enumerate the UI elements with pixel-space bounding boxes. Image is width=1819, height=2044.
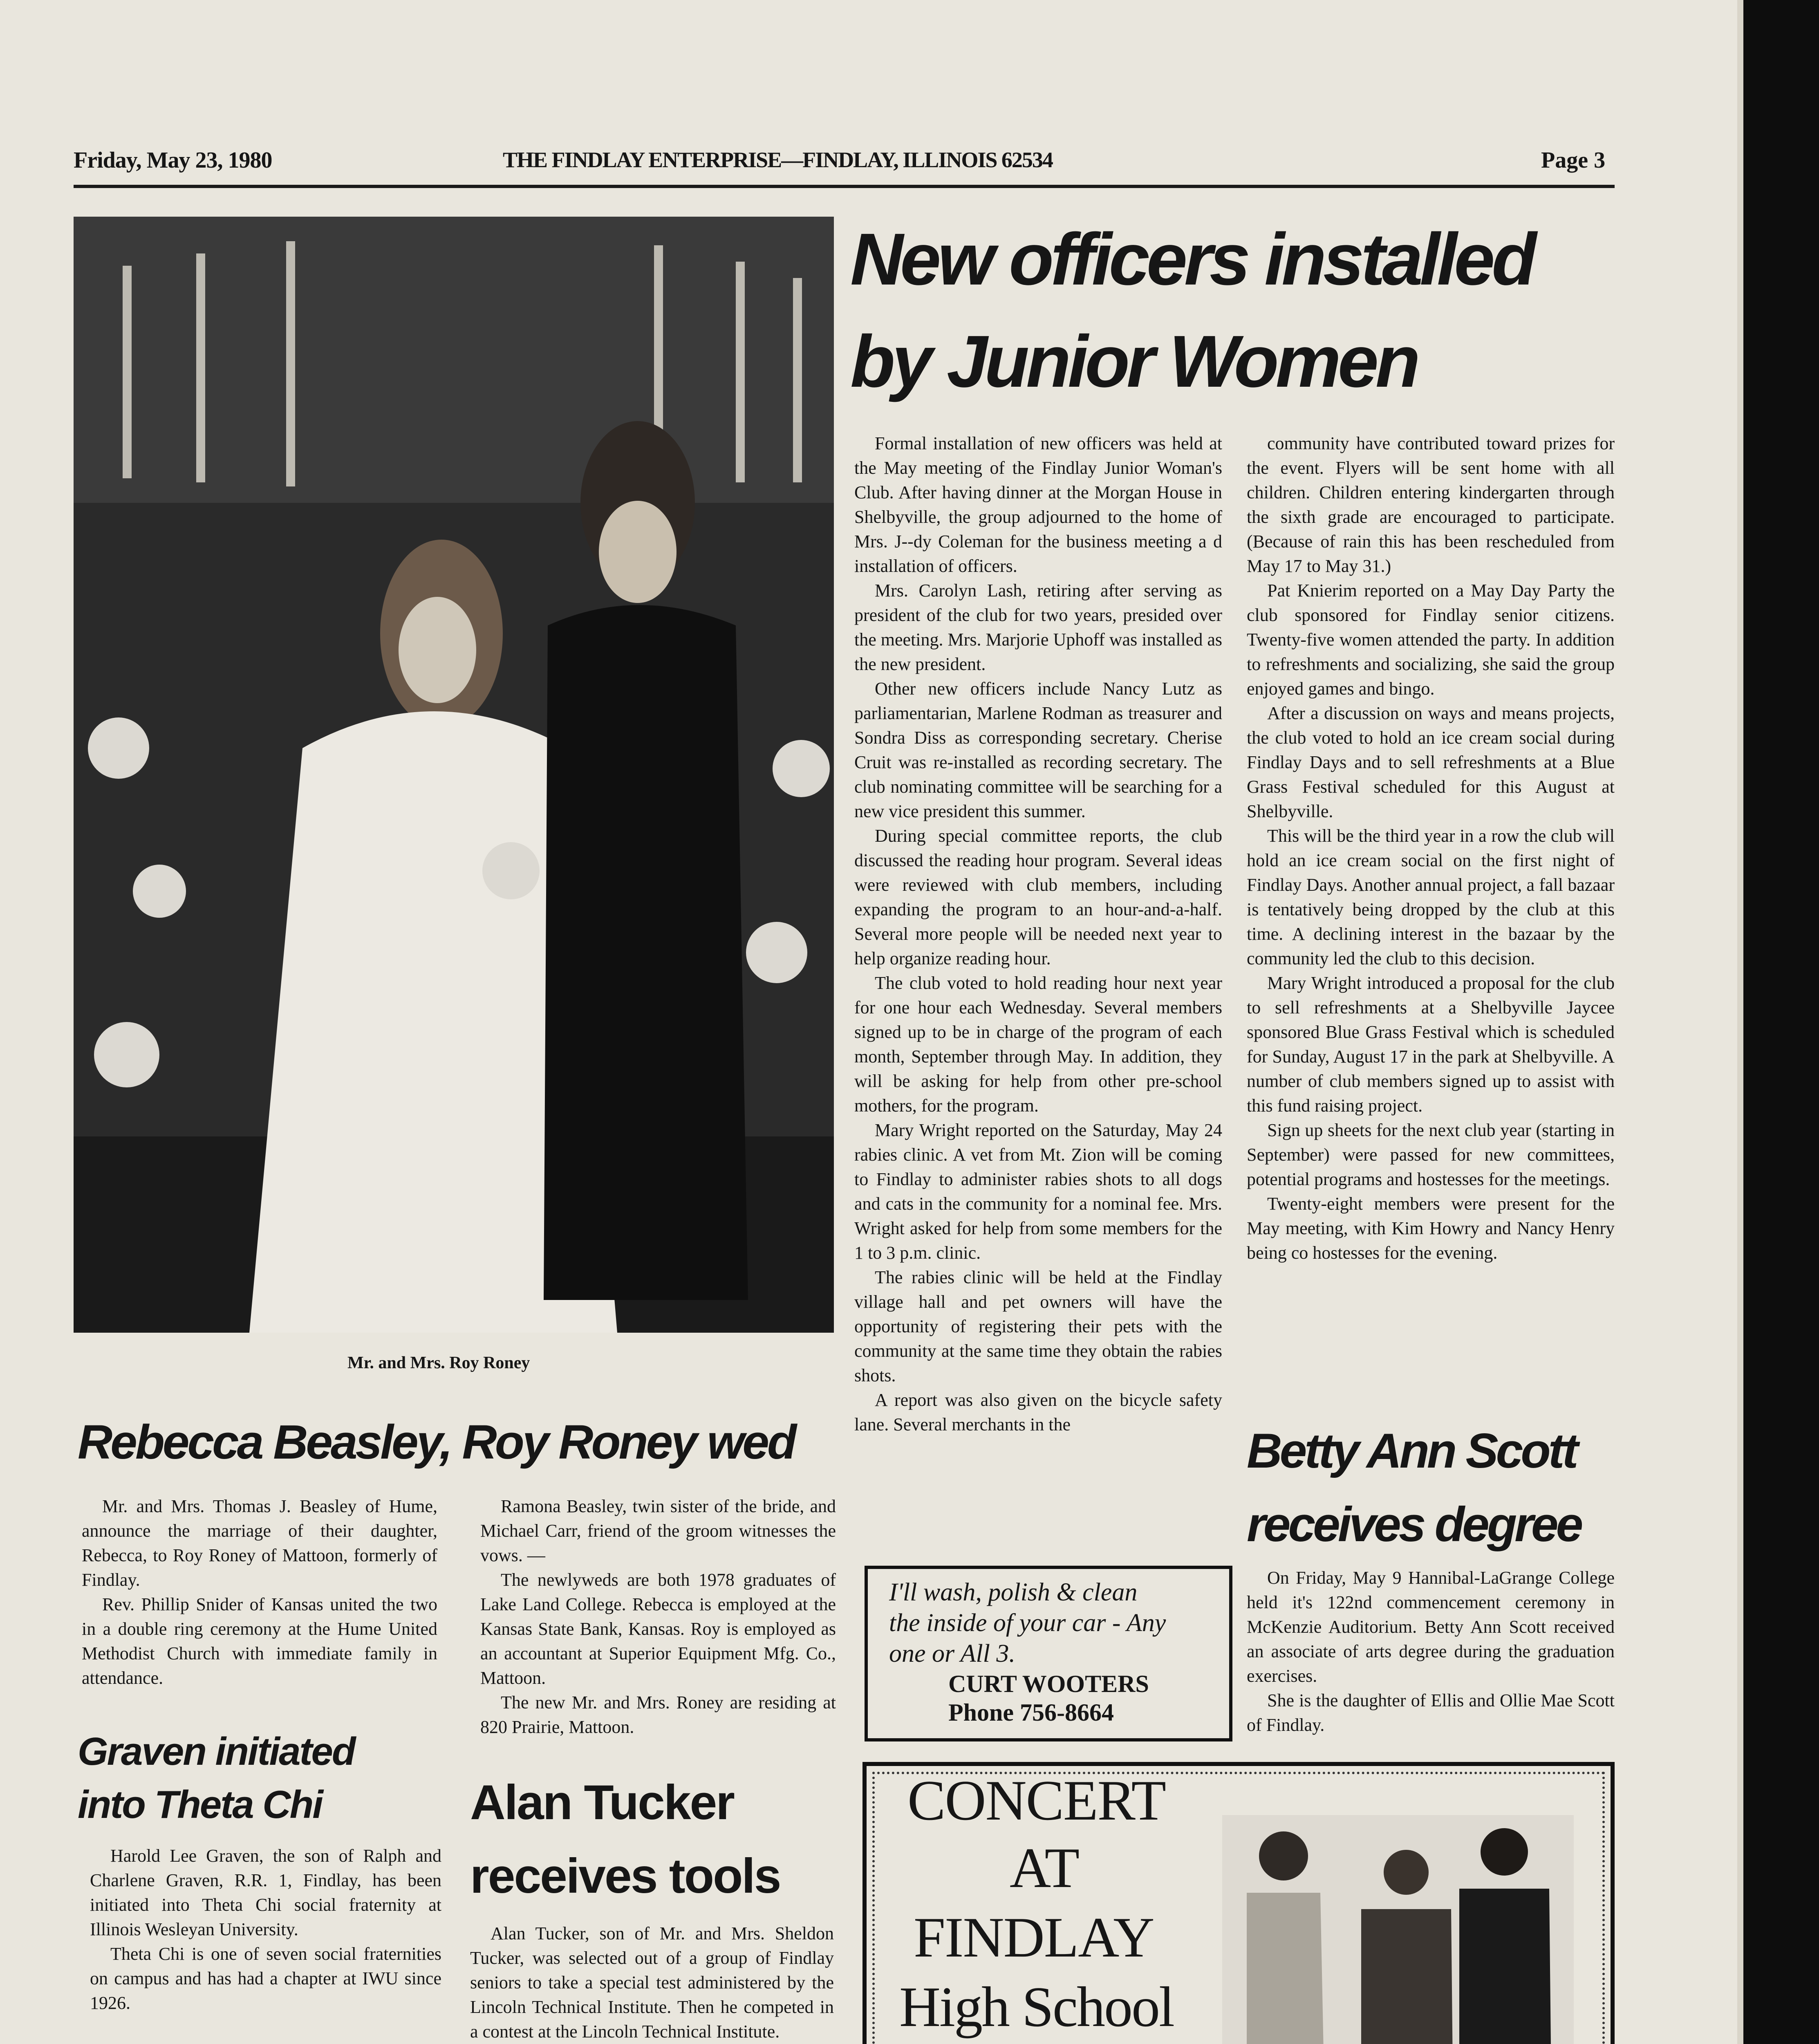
officers-headline-1: New officers installed — [850, 218, 1534, 300]
scott-paragraph: On Friday, May 9 Hannibal-LaGrange College held it's 122nd commencement ceremony in McKenzie Auditorium. Betty Ann Scott received an associate of arts degree during the graduation exercises. — [1247, 1568, 1615, 1686]
issue-date: Friday, May 23, 1980 — [74, 148, 272, 173]
officers-paragraph: Pat Knierim reported on a May Day Party the club sponsored for Findlay senior citizens. Twenty-five women attended the party. In addition to refreshments and socializing, she said the group enjoyed games and bingo. — [1247, 580, 1615, 699]
masthead: THE FINDLAY ENTERPRISE—FINDLAY, ILLINOIS 62534 — [503, 148, 1053, 172]
wedding-photo — [74, 217, 834, 1333]
tucker-body — [470, 1921, 834, 2044]
officers-paragraph: Mrs. Carolyn Lash, retiring after serving as president of the club for two years, presided over the meeting. Mrs. Marjorie Uphoff was installed as the new president. — [854, 580, 1222, 674]
officers-paragraph: community have contributed toward prizes for the event. Flyers will be sent home with all children. Children entering kindergarten through the sixth grade are encouraged to participate. (Because of rain this has been rescheduled from May 17 to May 31.) — [1247, 433, 1615, 576]
wedding-headline: Rebecca Beasley, Roy Roney wed — [78, 1415, 795, 1469]
officers-paragraph: The rabies clinic will be held at the Findlay village hall and pet owners will have the opportunity of registering their pets with the community at the same time they obtain the rabies shots. — [854, 1267, 1222, 1385]
carwash-phone: Phone 756-8664 — [948, 1699, 1114, 1726]
wedding-photo-graphic — [74, 217, 834, 1333]
officers-paragraph: Mary Wright introduced a proposal for the club to sell refreshments at a Shelbyville Jaycee sponsored Blue Grass Festival which is scheduled for Sunday, August 17 in the park at Shelbyville. A number of club members signed up to assist with this fund raising project. — [1247, 973, 1615, 1116]
scan-edge — [1743, 0, 1819, 2044]
officers-paragraph: Formal installation of new officers was held at the May meeting of the Findlay Junior Woman's Club. After having dinner at the Morgan House in Shelbyville, the group adjourned to the home of Mrs. J--dy Coleman for the business meeting a d installation of officers. — [854, 433, 1222, 576]
officers-paragraph: The club voted to hold reading hour next year for one hour each Wednesday. Several members signed up to be in charge of the program of each month, September through May. In addition, they will be asking for help from other pre-school mothers, for the program. — [854, 973, 1222, 1116]
officers-paragraph: During special committee reports, the club discussed the reading hour program. Several ideas were reviewed with club members, including expanding the program to an hour-and-a-half. Several more people will be needed next year to help organize reading hour. — [854, 826, 1222, 968]
scott-headline-1: Betty Ann Scott — [1247, 1423, 1576, 1478]
carwash-line-2: the inside of your car - Any — [889, 1609, 1166, 1637]
scott-headline-2: receives degree — [1247, 1497, 1581, 1552]
scott-body — [1247, 1566, 1615, 1737]
graven-headline-1: Graven initiated — [78, 1730, 355, 1773]
officers-paragraph: A report was also given on the bicycle safety lane. Several merchants in the — [854, 1390, 1222, 1434]
concert-line-4: High School — [899, 1975, 1174, 2039]
carwash-line-3: one or All 3. — [889, 1640, 1015, 1667]
officers-column-1 — [854, 431, 1222, 1437]
wedding-paragraph: Rev. Phillip Snider of Kansas united the two in a double ring ceremony at the Hume United Methodist Church with immediate family in attendance. — [82, 1594, 437, 1688]
officers-headline-2: by Junior Women — [850, 320, 1417, 403]
cephas-photo-graphic — [1222, 1815, 1574, 2044]
carwash-name: CURT WOOTERS — [948, 1670, 1149, 1697]
officers-paragraph: After a discussion on ways and means projects, the club voted to hold an ice cream social during Findlay Days and to sell refreshments at a Blue Grass Festival scheduled for this August at Shelbyville. — [1247, 703, 1615, 821]
officers-paragraph: This will be the third year in a row the club will hold an ice cream social on the first night of Findlay Days. Another annual project, a fall bazaar is tentatively being dropped by the club at this time. A declining interest in the bazaar by the community led the club to this decision. — [1247, 826, 1615, 968]
cephas-photo — [1222, 1815, 1574, 2044]
officers-column-2 — [1247, 431, 1615, 1265]
photo-caption: Mr. and Mrs. Roy Roney — [347, 1354, 530, 1372]
officers-paragraph: Twenty-eight members were present for the May meeting, with Kim Howry and Nancy Henry being co hostesses for the evening. — [1247, 1194, 1615, 1263]
concert-line-3: FINDLAY — [914, 1906, 1154, 1969]
carwash-line-1: I'll wash, polish & clean — [889, 1578, 1138, 1606]
wedding-column-1 — [82, 1494, 437, 1690]
graven-body — [90, 1844, 441, 2015]
tucker-headline-1: Alan Tucker — [470, 1775, 734, 1830]
wedding-column-2 — [480, 1494, 836, 1739]
graven-headline-2: into Theta Chi — [78, 1783, 322, 1827]
officers-paragraph: Sign up sheets for the next club year (starting in September) were passed for new committees, potential programs and hostesses for the meetings. — [1247, 1120, 1615, 1189]
graven-paragraph: Harold Lee Graven, the son of Ralph and Charlene Graven, R.R. 1, Findlay, has been initiated into Theta Chi social fraternity at Illinois Wesleyan University. — [90, 1846, 441, 1939]
wedding-paragraph: Mr. and Mrs. Thomas J. Beasley of Hume, announce the marriage of their daughter, Rebecca, to Roy Roney of Mattoon, formerly of Findlay. — [82, 1496, 437, 1590]
wedding-paragraph: Ramona Beasley, twin sister of the bride, and Michael Carr, friend of the groom witnesses the vows. — — [480, 1496, 836, 1565]
officers-paragraph: Mary Wright reported on the Saturday, May 24 rabies clinic. A vet from Mt. Zion will be coming to Findlay to administer rabies shots to all dogs and cats in the community for a nominal fee. Mrs. Wright asked for help from some members for the 1 to 3 p.m. clinic. — [854, 1120, 1222, 1263]
page-number: Page 3 — [1541, 148, 1606, 173]
wedding-paragraph: The newlyweds are both 1978 graduates of Lake Land College. Rebecca is employed at the Kansas State Bank, Kansas. Roy is employed as an accountant at Superior Equipment Mfg. Co., Mattoon. — [480, 1570, 836, 1688]
graven-paragraph: Theta Chi is one of seven social fraternities on campus and has had a chapter at IWU since 1926. — [90, 1944, 441, 2013]
concert-line-1: CONCERT — [907, 1769, 1165, 1832]
scott-paragraph: She is the daughter of Ellis and Ollie Mae Scott of Findlay. — [1247, 1690, 1615, 1735]
tucker-paragraph: Alan Tucker, son of Mr. and Mrs. Sheldon Tucker, was selected out of a group of Findlay seniors to take a special test administered by the Lincoln Technical Institute. Then he competed in a contest at the Lincoln Technical Institute. — [470, 1923, 834, 2042]
header-rule — [74, 185, 1615, 188]
concert-line-2: AT — [1010, 1836, 1080, 1900]
officers-paragraph: Other new officers include Nancy Lutz as parliamentarian, Marlene Rodman as treasurer and Sondra Diss as corresponding secretary. Cherise Cruit was re-installed as recording secretary. The club nominating committee will be searching for a new vice president this summer. — [854, 679, 1222, 821]
tucker-headline-2: receives tools — [470, 1849, 780, 1903]
wedding-paragraph: The new Mr. and Mrs. Roney are residing at 820 Prairie, Mattoon. — [480, 1692, 836, 1737]
